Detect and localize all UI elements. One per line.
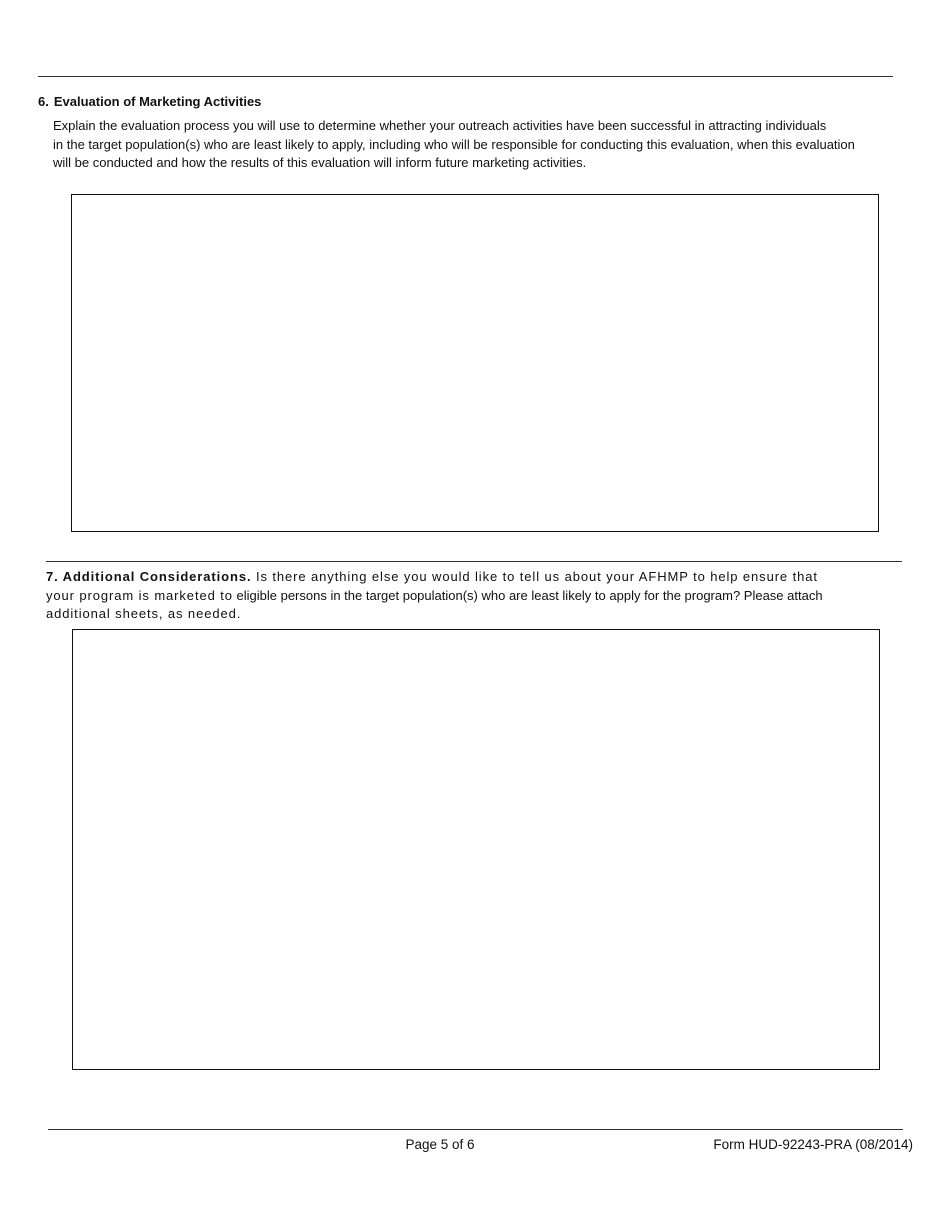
section-7-line-2-part-b: eligible persons in the target population(s) who are least likely to apply for the program? Please attach xyxy=(236,587,823,603)
section-7-line-2 xyxy=(46,587,926,606)
section-7-line-1-text: Is there anything else you would like to tell us about your AFHMP to help ensure that xyxy=(255,569,818,584)
form-identifier: Form HUD-92243-PRA (08/2014) xyxy=(713,1137,913,1152)
section-7-line-1 xyxy=(46,568,926,587)
page-number: Page 5 of 6 xyxy=(405,1137,475,1152)
section-6-instruction-line: Explain the evaluation process you will use to determine whether your outreach activities have been successful in attracting individuals xyxy=(53,118,827,133)
top-rule xyxy=(38,76,893,77)
section-6-instructions xyxy=(53,117,933,173)
section-7-prompt xyxy=(46,568,926,624)
section-7-title: 7. Additional Considerations. xyxy=(46,569,252,584)
section-7-answer-field[interactable] xyxy=(72,629,880,1070)
section-6-answer-field[interactable] xyxy=(71,194,879,532)
footer-rule xyxy=(48,1129,903,1130)
section-6-instruction-line: will be conducted and how the results of this evaluation will inform future marketing activities. xyxy=(53,155,587,170)
section-6-instruction-line: in the target population(s) who are least likely to apply, including who will be responsible for conducting this evaluation, when this evaluation xyxy=(53,136,855,152)
section-6-heading xyxy=(38,94,261,109)
section-6-number: 6. xyxy=(38,94,49,109)
section-7-line-3: additional sheets, as needed. xyxy=(46,606,242,621)
section-7-divider xyxy=(46,561,902,562)
section-7-line-2-part-a: your program is marketed to xyxy=(46,587,233,603)
section-6-title: Evaluation of Marketing Activities xyxy=(53,94,262,109)
